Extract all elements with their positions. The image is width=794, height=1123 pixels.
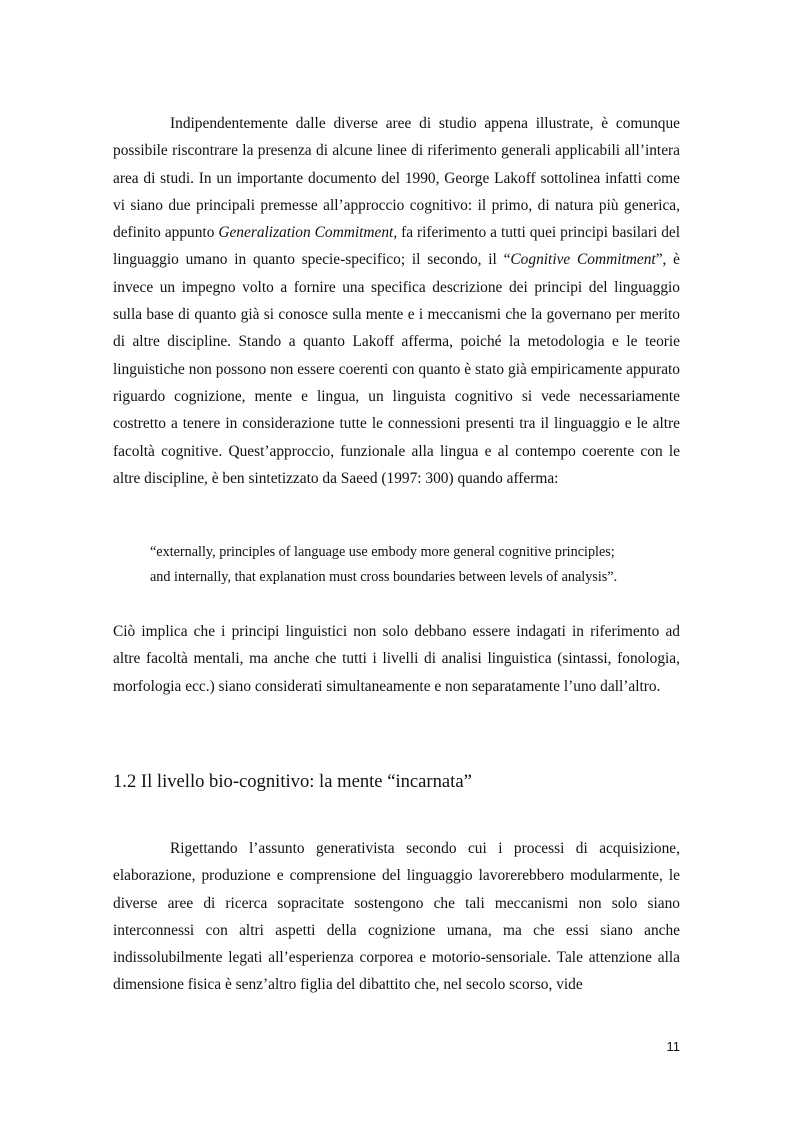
paragraph-implications: Ciò implica che i principi linguistici non solo debbano essere indagati in riferimento ad altre facoltà mentali, ma anche che tutti i livelli di analisi linguistica (sintassi, fonologia, morfologia ecc.) siano considerati simultaneamente e non separatamente l’uno dall’altro. [113, 623, 680, 695]
term-cognitive-commitment: Cognitive Commitment [510, 251, 656, 269]
block-quote-saeed [150, 540, 690, 590]
term-generalization-commitment: Generalization Commitment [218, 224, 394, 242]
paragraph-text: ”, è invece un impegno volto a fornire una specifica descrizione dei principi del linguaggio sulla base di quanto già si conosce sulla mente e i meccanismi che la governano per merito di altre discipline. Stando a quanto Lakoff afferma, poiché la metodologia e le teorie linguistiche non possono non essere coerenti con quanto è stato già empiricamente appurato riguardo cognizione, mente e lingua, un linguista cognitivo si vede necessariamente costretto a tenere in considerazione tutte le connessioni presenti tra il linguaggio e le altre facoltà cognitive. Quest’approccio, funzionale alla lingua e al contempo coerente con le altre discipline, è ben sintetizzato da Saeed (1997: 300) quando afferma: [113, 251, 680, 487]
section-heading: 1.2 Il livello bio-cognitivo: la mente “incarnata” [113, 771, 472, 792]
paragraph-text: Indipendentemente dalle diverse aree di studio appena illustrate, è comunque possibile riscontrare la presenza di alcune linee di riferimento generali applicabili all’intera area di studi. In un importante documento del 1990, George Lakoff sottolinea infatti come vi siano due principali premesse all’approccio cognitivo: il primo, di natura più generica, definito appunto [113, 115, 680, 242]
paragraph-text: , fa riferimento a tutti quei principi basilari del linguaggio umano in quanto specie-specifico; il secondo, il “ [113, 224, 681, 269]
quote-line-1: “externally, principles of language use embody more general cognitive principles; [150, 544, 615, 560]
quote-line-2: and internally, that explanation must cross boundaries between levels of analysis”. [150, 569, 618, 585]
paragraph-lakoff-commitments [113, 110, 680, 492]
paragraph-embodied-mind: Rigettando l’assunto generativista secondo cui i processi di acquisizione, elaborazione, produzione e comprensione del linguaggio lavorerebbero modularmente, le diverse aree di ricerca sopracitate sostengono che tali meccanismi non solo siano interconnessi con altri aspetti della cognizione umana, ma che essi siano anche indissolubilmente legati all’esperienza corporea e motorio-sensoriale. Tale attenzione alla dimensione fisica è senz’altro figlia del dibattito che, nel secolo scorso, vide [113, 840, 680, 994]
page-number: 11 [666, 1039, 680, 1054]
